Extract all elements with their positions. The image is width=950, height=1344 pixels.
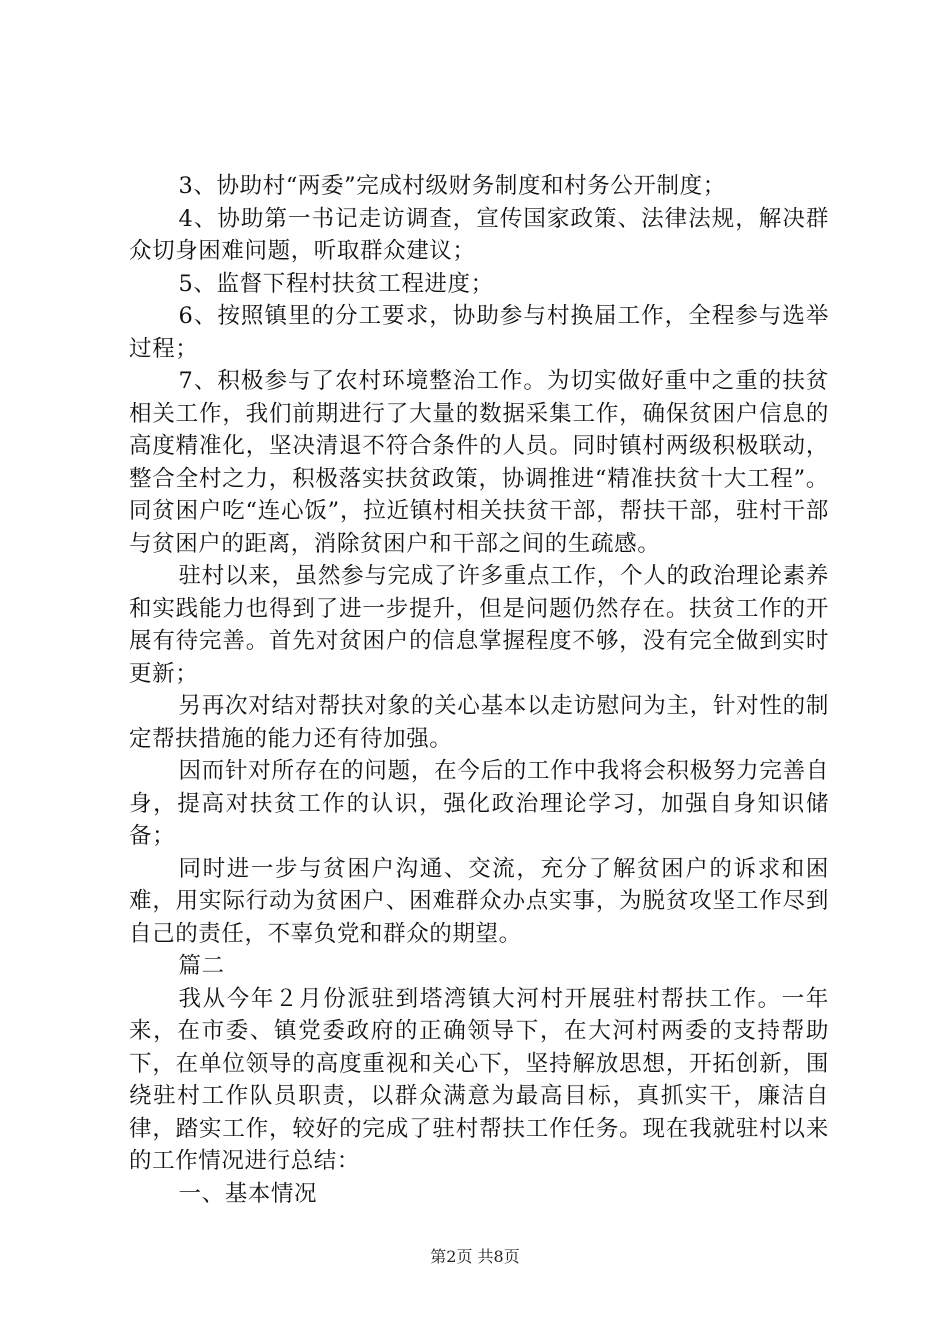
list-item-5: 5、监督下程村扶贫工程进度；	[178, 270, 494, 297]
plan-paragraph-1: 因而针对所存在的问题，在今后的工作中我将会积极努力完善自身，提高对扶贫工作的认识，强化政治理论学习，加强自身知识储备；	[129, 758, 829, 849]
plan-paragraph-2: 同时进一步与贫困户沟通、交流，充分了解贫困户的诉求和困难，用实际行动为贫困户、困难群众办点实事，为脱贫攻坚工作尽到自己的责任，不辜负党和群众的期望。	[129, 855, 829, 947]
list-item-6: 6、按照镇里的分工要求，协助参与村换届工作，全程参与选举过程；	[129, 303, 829, 362]
reflection-paragraph: 驻村以来，虽然参与完成了许多重点工作，个人的政治理论素养和实践能力也得到了进一步提升，但是问题仍然存在。扶贫工作的开展有待完善。首先对贫困户的信息掌握程度不够，没有完全做到实时更新；	[129, 563, 829, 687]
list-item-4: 4、协助第一书记走访调查，宣传国家政策、法律法规，解决群众切身困难问题，听取群众建议；	[129, 205, 829, 264]
section-title: 篇二	[178, 953, 225, 979]
list-item-7: 7、积极参与了农村环境整治工作。为切实做好重中之重的扶贫相关工作，我们前期进行了大量的数据采集工作，确保贫困户信息的高度精准化，坚决清退不符合条件的人员。同时镇村两级积极联动，整合全村之力，积极落实扶贫政策，协调推进“精准扶贫十大工程”。同贫困户吃“连心饭”，拉近镇村相关扶贫干部，帮扶干部，驻村干部与贫困户的距离，消除贫困户和干部之间的生疏感。	[129, 368, 829, 557]
section-heading: 一、基本情况	[178, 1180, 318, 1207]
list-item-3: 3、协助村“两委”完成村级财务制度和村务公开制度；	[178, 173, 726, 199]
intro-paragraph: 我从今年２月份派驻到塔湾镇大河村开展驻村帮扶工作。一年来，在市委、镇党委政府的正确领导下，在大河村两委的支持帮助下，在单位领导的高度重视和关心下，坚持解放思想，开拓创新，围绕驻村工作队员职责，以群众满意为最高目标，真抓实干，廉洁自律，踏实工作，较好的完成了驻村帮扶工作任务。现在我就驻村以来的工作情况进行总结：	[129, 985, 829, 1174]
page-number-footer: 第2页 共8页	[430, 1247, 520, 1266]
problem-paragraph: 另再次对结对帮扶对象的关心基本以走访慰问为主，针对性的制定帮扶措施的能力还有待加强。	[129, 693, 829, 752]
document-body	[129, 170, 829, 1210]
